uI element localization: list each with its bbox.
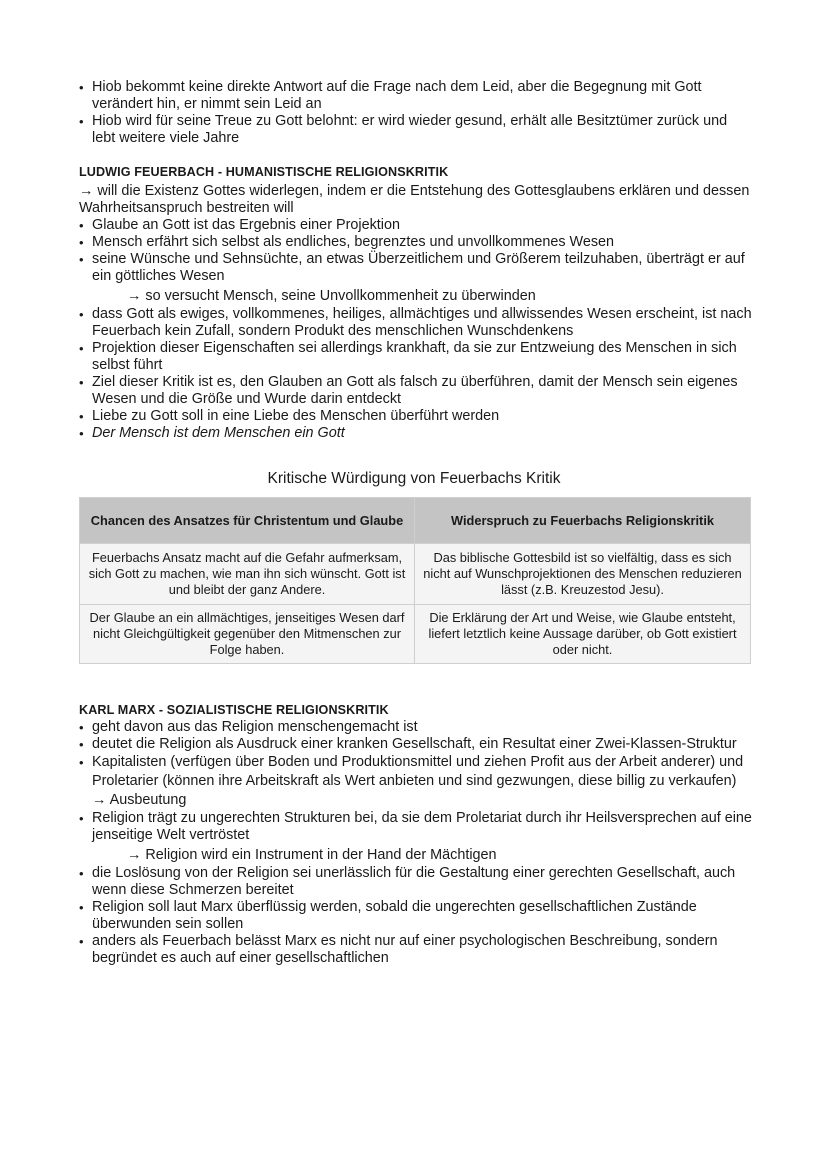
table-cell: Das biblische Gottesbild ist so vielfältig, dass es sich nicht auf Wunschprojektionen des Menschen reduzieren lässt (z.B. Kreuzestod Jesu).: [415, 544, 751, 605]
hiob-list: [79, 79, 754, 147]
marx-arrow-note: → Religion wird ein Instrument in der Hand der Mächtigen: [127, 847, 497, 863]
feuerbach-arrow-note: → so versucht Mensch, seine Unvollkommenheit zu überwinden: [127, 288, 536, 304]
list-item: • Glaube an Gott ist das Ergebnis einer Projektion: [79, 217, 754, 234]
table-header-widerspruch: Widerspruch zu Feuerbachs Religionskritik: [415, 498, 751, 544]
table-row: [80, 544, 751, 605]
list-item: • Liebe zu Gott soll in eine Liebe des Menschen überführt werden: [79, 408, 754, 425]
table-header-chancen: Chancen des Ansatzes für Christentum und Glaube: [80, 498, 415, 544]
feuerbach-heading: LUDWIG FEUERBACH - HUMANISTISCHE RELIGIONSKRITIK: [79, 165, 449, 179]
marx-section: [79, 719, 754, 967]
hiob-section: [79, 79, 754, 147]
feuerbach-list-2: [79, 306, 754, 442]
list-item: • deutet die Religion als Ausdruck einer kranken Gesellschaft, ein Resultat einer Zwei-Klassen-Struktur: [79, 736, 754, 753]
table-cell: Der Glaube an ein allmächtiges, jenseitiges Wesen darf nicht Gleichgültigkeit gegenüber den Mitmenschen zur Folge haben.: [80, 605, 415, 664]
list-item: • Mensch erfährt sich selbst als endliches, begrenztes und unvollkommenes Wesen: [79, 234, 754, 251]
list-item: • Religion trägt zu ungerechten Strukturen bei, da sie dem Proletariat durch ihr Heilsversprechen auf eine jenseitige Welt vertröstet: [79, 810, 754, 844]
list-item: • Kapitalisten (verfügen über Boden und Produktionsmittel und ziehen Profit aus der Arbeit anderer) und Proletarier (können ihre Arbeitskraft als Wert anbieten und sind gezwungen, diese billig zu verkaufen) → Ausbeutung: [79, 753, 754, 810]
marx-list: [79, 719, 754, 844]
marx-heading: KARL MARX - SOZIALISTISCHE RELIGIONSKRITIK: [79, 703, 389, 717]
list-item: • seine Wünsche und Sehnsüchte, an etwas Überzeitlichem und Größerem teilzuhaben, überträgt er auf ein göttliches Wesen: [79, 251, 754, 285]
table-row: [80, 605, 751, 664]
critique-table: [79, 497, 751, 664]
marx-list-2: [79, 865, 754, 967]
list-item: • dass Gott als ewiges, vollkommenes, heiliges, allmächtiges und allwissendes Wesen erscheint, ist nach Feuerbach kein Zufall, sondern Produkt des menschlichen Wunschdenkens: [79, 306, 754, 340]
list-item: • Religion soll laut Marx überflüssig werden, sobald die ungerechten gesellschaftlichen Zustände überwunden sein sollen: [79, 899, 754, 933]
table-title: Kritische Würdigung von Feuerbachs Kritik: [267, 470, 561, 487]
table-cell: Die Erklärung der Art und Weise, wie Glaube entsteht, liefert letztlich keine Aussage darüber, ob Gott existiert oder nicht.: [415, 605, 751, 664]
feuerbach-section: [79, 183, 754, 442]
list-item: • Hiob bekommt keine direkte Antwort auf die Frage nach dem Leid, aber die Begegnung mit Gott verändert hin, er nimmt sein Leid an: [79, 79, 754, 113]
feuerbach-quote: • Der Mensch ist dem Menschen ein Gott: [79, 425, 754, 442]
list-item: • anders als Feuerbach belässt Marx es nicht nur auf einer psychologischen Beschreibung, sondern begründet es auch auf einer gesellschaftlichen: [79, 933, 754, 967]
list-item: • Hiob wird für seine Treue zu Gott belohnt: er wird wieder gesund, erhält alle Besitztümer zurück und lebt weitere viele Jahre: [79, 113, 754, 147]
list-item: • geht davon aus das Religion menschengemacht ist: [79, 719, 754, 736]
table-header-row: [80, 498, 751, 544]
list-item: • Projektion dieser Eigenschaften sei allerdings krankhaft, da sie zur Entzweiung des Menschen in sich selbst führt: [79, 340, 754, 374]
list-item: • Ziel dieser Kritik ist es, den Glauben an Gott als falsch zu überführen, damit der Mensch sein eigenes Wesen und die Größe und Wurde darin entdeckt: [79, 374, 754, 408]
feuerbach-intro: → will die Existenz Gottes widerlegen, indem er die Entstehung des Gottesglaubens erklären und dessen Wahrheitsanspruch bestreiten will: [79, 183, 750, 216]
table-cell: Feuerbachs Ansatz macht auf die Gefahr aufmerksam, sich Gott zu machen, wie man ihn sich wünscht. Gott ist und bleibt der ganz Andere.: [80, 544, 415, 605]
feuerbach-list: [79, 217, 754, 285]
list-item: • die Loslösung von der Religion sei unerlässlich für die Gestaltung einer gerechten Gesellschaft, auch wenn diese Schmerzen bereitet: [79, 865, 754, 899]
